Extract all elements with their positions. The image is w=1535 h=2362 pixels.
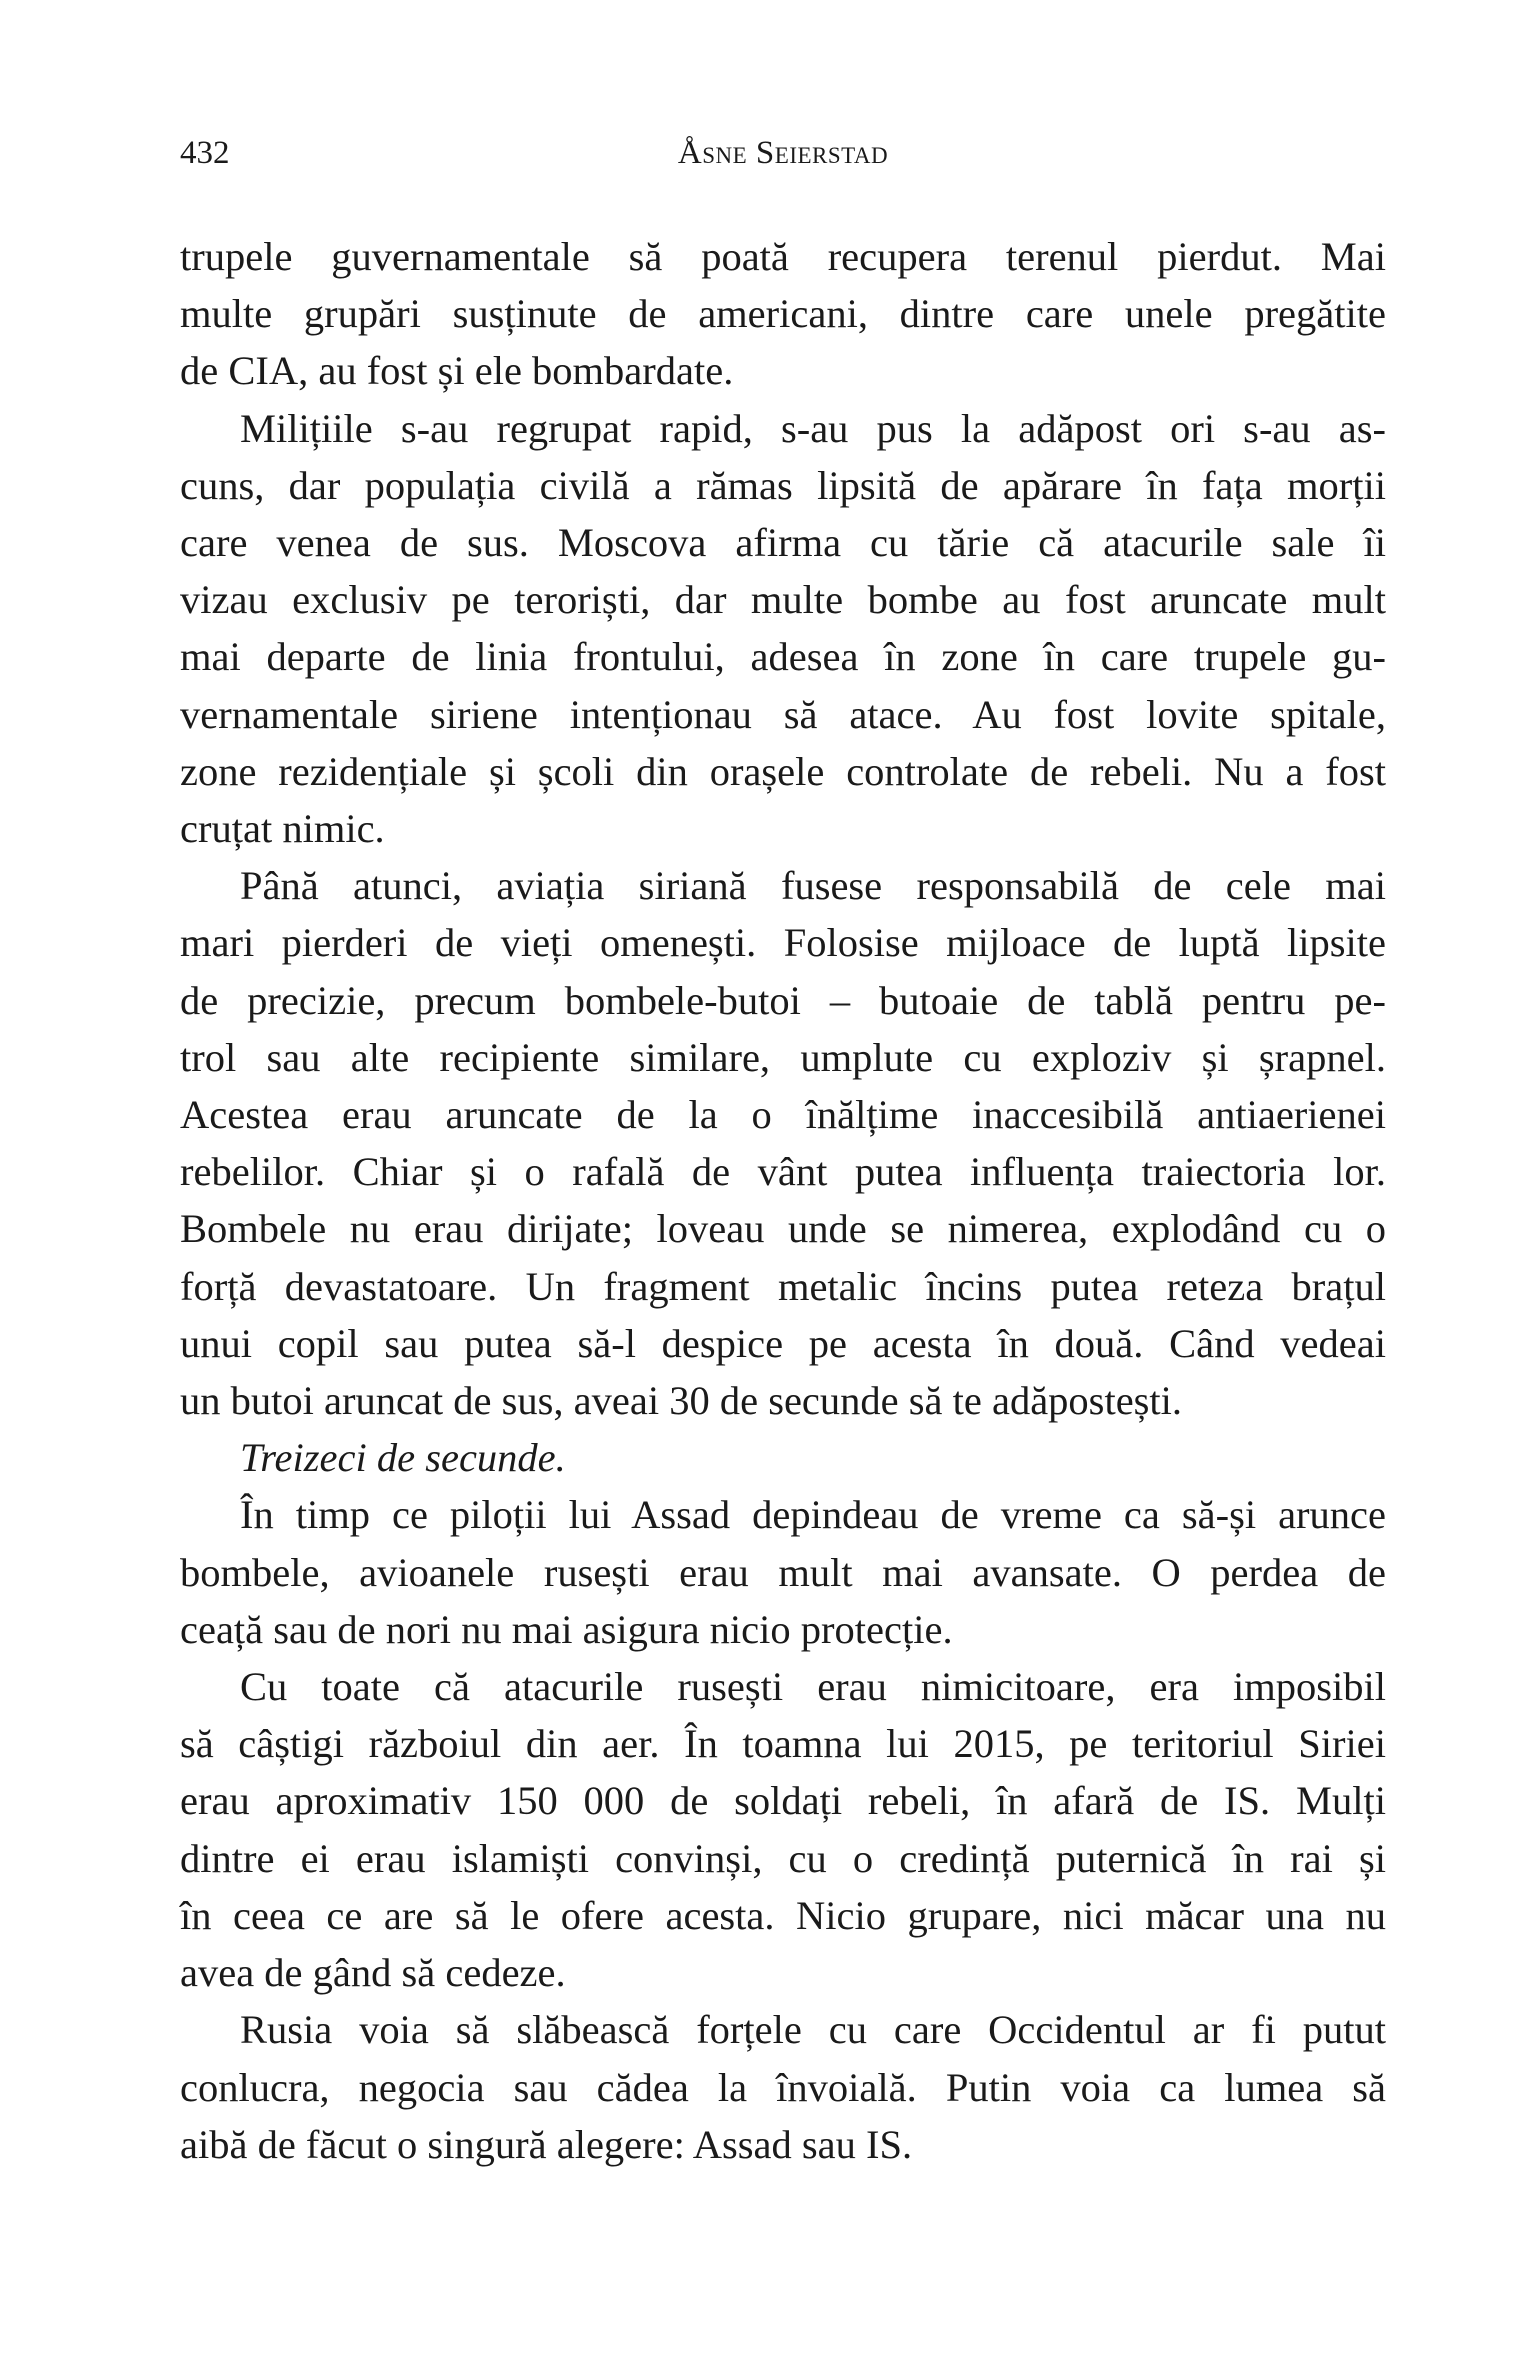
text-line: care venea de sus. Moscova afirma cu tărie că atacurile sale îi: [180, 520, 1386, 566]
paragraph: [180, 857, 1386, 1429]
paragraph: [180, 228, 1386, 400]
text-line: trol sau alte recipiente similare, umplute cu exploziv și șrapnel.: [180, 1034, 1386, 1080]
text-line: În timp ce piloții lui Assad depindeau de vreme ca să-și arunce: [240, 1492, 1386, 1538]
paragraph: [180, 400, 1386, 858]
text-line: Până atunci, aviația siriană fusese responsabilă de cele mai: [240, 863, 1386, 909]
text-line: unui copil sau putea să-l despice pe acesta în două. Când vedeai: [180, 1320, 1386, 1366]
text-line: Cu toate că atacurile rusești erau nimicitoare, era imposibil: [240, 1664, 1386, 1710]
text-line: trupele guvernamentale să poată recupera terenul pierdut. Mai: [180, 234, 1386, 279]
paragraph: [180, 1658, 1386, 2001]
text-line: Rusia voia să slăbească forțele cu care Occidentul ar fi putut: [240, 2007, 1386, 2053]
text-line: de precizie, precum bombele-butoi – butoaie de tablă pentru pe-: [180, 977, 1386, 1023]
text-line: mari pierderi de vieți omenești. Folosise mijloace de luptă lipsite: [180, 920, 1386, 966]
text-line: Acestea erau aruncate de la o înălțime inaccesibilă antiaerienei: [180, 1092, 1386, 1138]
text-line: un butoi aruncat de sus, aveai 30 de secunde să te adăpostești.: [180, 1378, 1183, 1424]
text-line: conlucra, negocia sau cădea la învoială. Putin voia ca lumea să: [180, 2064, 1386, 2110]
text-line: zone rezidențiale și școli din orașele controlate de rebeli. Nu a fost: [180, 748, 1386, 794]
running-head: [180, 128, 1386, 178]
text-line: de CIA, au fost și ele bombardate.: [180, 348, 734, 394]
body-text: [180, 228, 1386, 2173]
text-line: mai departe de linia frontului, adesea în zone în care trupele gu-: [180, 634, 1386, 680]
text-line: multe grupări susținute de americani, dintre care unele pregătite: [180, 291, 1386, 337]
paragraph: [180, 1429, 1386, 1486]
paragraph: [180, 1486, 1386, 1658]
text-line: Treizeci de secunde.: [240, 1435, 566, 1481]
text-line: vizau exclusiv pe teroriști, dar multe bombe au fost aruncate mult: [180, 577, 1386, 623]
paragraph: [180, 2001, 1386, 2173]
text-line: forță devastatoare. Un fragment metalic încins putea reteza brațul: [180, 1263, 1386, 1309]
text-line: cuns, dar populația civilă a rămas lipsită de apărare în fața morții: [180, 462, 1386, 508]
text-line: aibă de făcut o singură alegere: Assad sau IS.: [180, 2121, 913, 2167]
text-line: vernamentale siriene intenționau să atace. Au fost lovite spitale,: [180, 691, 1386, 737]
text-line: erau aproximativ 150 000 de soldați rebeli, în afară de IS. Mulți: [180, 1778, 1386, 1824]
text-line: să câștigi războiul din aer. În toamna lui 2015, pe teritoriul Siriei: [180, 1721, 1386, 1767]
text-line: rebelilor. Chiar și o rafală de vânt putea influența traiectoria lor.: [180, 1149, 1386, 1195]
text-line: dintre ei erau islamiști convinși, cu o credință puternică în rai și: [180, 1835, 1386, 1881]
text-line: Bombele nu erau dirijate; loveau unde se nimerea, explodând cu o: [180, 1206, 1386, 1252]
page-number: 432: [180, 135, 230, 171]
text-line: cruțat nimic.: [180, 806, 385, 852]
text-line: bombele, avioanele rusești erau mult mai avansate. O perdea de: [180, 1549, 1386, 1595]
text-line: în ceea ce are să le ofere acesta. Nicio grupare, nici măcar una nu: [180, 1892, 1386, 1938]
running-title-author: Åsne Seierstad: [677, 135, 889, 171]
text-line: Milițiile s-au regrupat rapid, s-au pus la adăpost ori s-au as-: [240, 405, 1386, 451]
text-line: ceață sau de nori nu mai asigura nicio protecție.: [180, 1606, 953, 1652]
text-line: avea de gând să cedeze.: [180, 1950, 566, 1996]
